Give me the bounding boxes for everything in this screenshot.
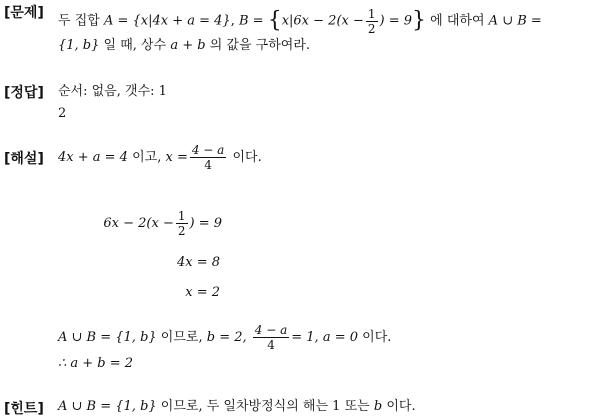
left-brace: { — [267, 8, 282, 33]
hint-text: 이므로, 두 일차방정식의 해는 — [160, 399, 329, 414]
problem-label: [문제] — [4, 5, 44, 21]
separator: , — [230, 13, 235, 29]
half-den: 2 — [367, 21, 376, 36]
problem-line-2 — [58, 36, 310, 56]
problem-line2-end: 의 값을 구하여라. — [209, 38, 311, 53]
hint-label: [힌트] — [4, 401, 44, 417]
conclusion-line — [58, 320, 391, 356]
row1-fraction — [176, 210, 188, 237]
solution-mid: 이고, — [132, 150, 162, 165]
row1-right: ) = 9 — [189, 216, 222, 231]
conclusion-eq: = 1, — [291, 330, 319, 345]
solution-eq1: 4x + a = 4 — [58, 150, 128, 165]
answer-label: [정답] — [4, 85, 44, 101]
conclusion-a: a = 0 — [322, 330, 359, 345]
solution-end: 이다. — [232, 150, 262, 165]
conclusion-b: b = 2, — [206, 330, 247, 345]
conclusion-union: A ∪ B = {1, b} — [58, 330, 157, 345]
solution-frac-den: 4 — [204, 158, 212, 172]
conclusion-frac-den: 4 — [267, 338, 275, 352]
problem-prefix: 두 집합 — [58, 13, 100, 29]
therefore-line: ∴ a + b = 2 — [58, 356, 134, 371]
hint-union: A ∪ B = {1, b} — [58, 399, 157, 414]
half-fraction — [366, 8, 378, 35]
conclusion-fraction — [253, 324, 289, 351]
set-b-right: ) = 9 — [379, 13, 413, 29]
union-set: {1, b} — [58, 38, 100, 53]
set-a: A = {x|4x + a = 4} — [103, 13, 231, 29]
set-b-left: x|6x − 2(x − — [281, 13, 364, 29]
conclusion-text: 이므로, — [160, 330, 203, 345]
hint-one: 1 — [332, 399, 341, 414]
sum-expr: a + b — [170, 38, 206, 53]
answer-line-1: 순서: 없음, 갯수: 1 — [58, 84, 167, 99]
solution-fraction — [190, 144, 226, 171]
union-expr: A ∪ B = — [488, 13, 542, 29]
problem-line-1 — [58, 2, 542, 40]
row1-den: 2 — [177, 224, 186, 238]
problem-line2-text: 일 때, 상수 — [103, 38, 167, 53]
solution-x-eq: x = — [165, 150, 188, 165]
conclusion-end: 이다. — [362, 330, 392, 345]
hint-line — [58, 397, 416, 417]
solution-label: [해설] — [4, 151, 44, 167]
hint-end: 이다. — [386, 399, 416, 414]
derivation-row-3: x = 2 — [185, 285, 220, 300]
solution-line-1 — [58, 140, 262, 176]
conclusion-frac-num: 4 − a — [254, 323, 288, 337]
hint-b: b — [373, 399, 383, 414]
half-num: 1 — [367, 6, 376, 21]
hint-or: 또는 — [344, 399, 370, 414]
row1-left: 6x − 2(x − — [103, 216, 174, 231]
set-b-lead: B = — [238, 13, 264, 29]
derivation-row-2: 4x = 8 — [176, 255, 220, 270]
answer-line-2: 2 — [58, 106, 67, 121]
row1-num: 1 — [177, 209, 186, 223]
solution-frac-num: 4 − a — [191, 143, 225, 157]
derivation-row-1 — [94, 208, 222, 240]
right-brace: } — [412, 8, 427, 33]
problem-after: 에 대하여 — [430, 13, 485, 29]
